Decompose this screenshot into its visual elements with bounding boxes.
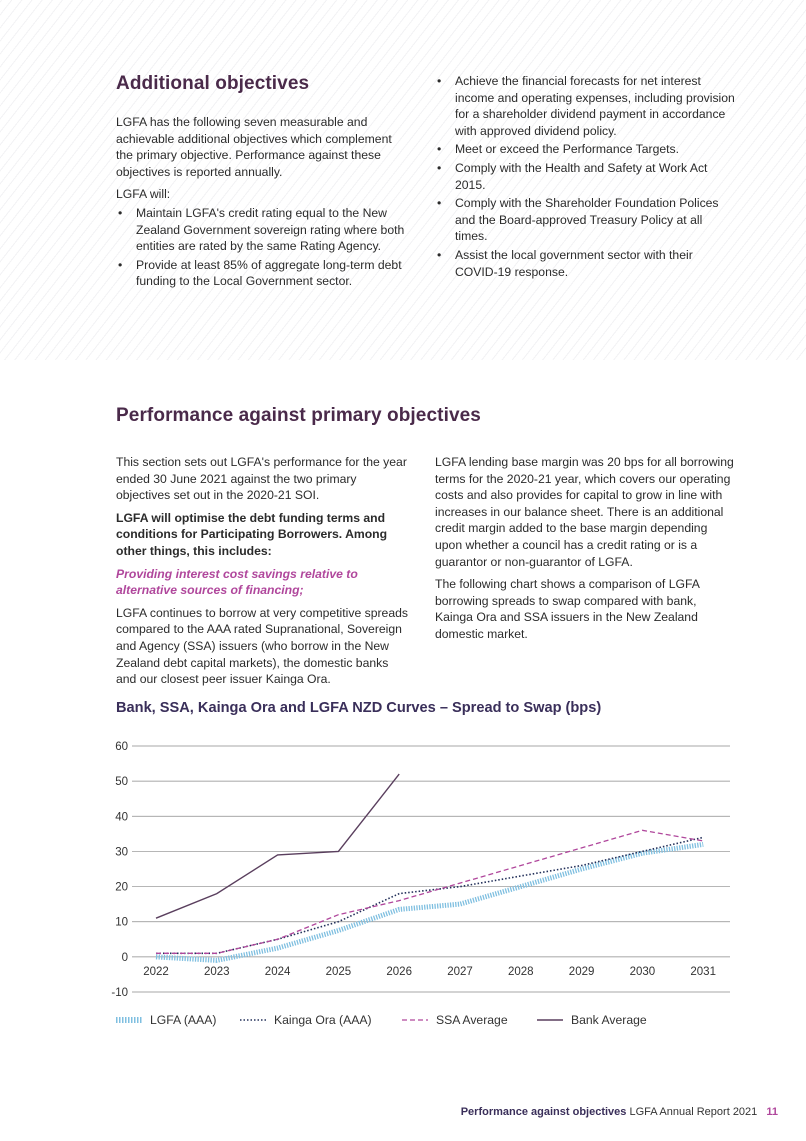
list-item: • Meet or exceed the Performance Targets. [437,142,680,157]
page-footer [461,1106,778,1118]
x-tick-label: 2028 [508,965,534,978]
list-item: • Achieve the financial forecasts for net interest income and operating expenses, including provision for a shareholder dividend payment in accordance with approved dividend policy. [437,74,735,138]
list-item: • Maintain LGFA's credit rating equal to the New Zealand Government sovereign rating where both entities are rated by the same Rating Agency. [118,205,405,254]
additional-left-column [116,114,408,292]
y-tick-label: 10 [115,916,128,929]
chart-title: Bank, SSA, Kainga Ora and LGFA NZD Curves – Spread to Swap (bps) [116,700,602,716]
page-number: 11 [766,1106,778,1118]
additional-right-list [435,73,735,280]
additional-right-column [435,73,735,282]
legend-swatch-bank [537,1016,563,1024]
x-tick-label: 2031 [690,965,716,978]
additional-left-list [116,205,408,290]
series-line-kainga-ora-aaa [156,837,703,953]
y-tick-label: 30 [115,846,128,859]
primary-objectives-heading: Performance against primary objectives [116,405,481,426]
legend-item-lgfa: LGFA (AAA) [116,1013,216,1027]
legend-swatch-lgfa [116,1016,142,1024]
y-tick-label: -10 [111,987,128,999]
legend-item-ssa: SSA Average [402,1013,508,1027]
legend-swatch-ssa [402,1016,428,1024]
legend-item-bank: Bank Average [537,1013,647,1027]
list-item: • Comply with the Shareholder Foundation Polices and the Board-approved Treasury Policy at all times. [437,196,719,244]
y-tick-label: 40 [115,811,128,824]
x-tick-label: 2030 [629,965,656,978]
x-tick-label: 2029 [568,965,595,978]
y-tick-label: 20 [115,881,128,894]
x-tick-label: 2027 [447,965,473,978]
lgfa-will-label: LGFA will: [116,187,171,202]
footer-section-title: Performance against objectives [460,1106,627,1118]
primary-right-column [435,454,735,649]
series-line-bank-average [156,774,399,918]
x-tick-label: 2023 [204,965,230,978]
additional-intro: LGFA has the following seven measurable and achievable additional objectives which complement the primary objective. Performance against these objectives is reported annually. [116,115,392,179]
primary-left-column [116,454,408,694]
list-item: • Comply with the Health and Safety at Work Act 2015. [437,160,708,192]
y-tick-label: 50 [115,776,128,789]
interest-savings-subheading: Providing interest cost savings relative to alternative sources of financing; [116,566,358,598]
series-line-ssa-average [156,830,703,953]
y-tick-label: 60 [115,741,128,753]
x-tick-label: 2022 [143,965,169,978]
x-tick-label: 2025 [325,965,352,978]
series-line-lgfa-aaa [156,844,703,960]
legend-swatch-kainga-ora [240,1016,266,1024]
y-tick-label: 0 [121,951,128,964]
chart-intro-paragraph: The following chart shows a comparison of LGFA borrowing spreads to swap compared with bank, Kainga Ora and SSA issuers in the New Zealand domestic market. [435,577,700,641]
additional-objectives-heading: Additional objectives [116,73,310,94]
borrowing-spreads-paragraph: LGFA continues to borrow at very competitive spreads compared to the AAA rated Supranational, Sovereign and Agency (SSA) issuers (who borrow in the New Zealand debt capital markets), the domestic banks and our closest peer issuer Kainga Ora. [116,605,408,687]
spread-to-swap-chart [108,735,738,1005]
base-margin-paragraph: LGFA lending base margin was 20 bps for all borrowing terms for the 2020-21 year, which covers our operating costs and also provides for capital to grow in line with increases in our balance sheet. There is an additional credit margin added to the base margin depending upon whether a council has a credit rating or is a guarantor or non-guarantor of LGFA. [435,455,734,569]
x-tick-label: 2024 [264,965,291,978]
list-item: • Provide at least 85% of aggregate long-term debt funding to the Local Government sector. [118,257,402,289]
x-tick-label: 2026 [386,965,412,978]
legend-item-kainga-ora: Kainga Ora (AAA) [240,1013,372,1027]
primary-intro: This section sets out LGFA's performance for the year ended 30 June 2021 against the two primary objectives set out in the 2020-21 SOI. [116,455,407,503]
primary-objective-statement: LGFA will optimise the debt funding terms and conditions for Participating Borrowers. Among other things, this includes: [116,510,388,558]
list-item: • Assist the local government sector with their COVID-19 response. [437,247,693,279]
footer-report-name: LGFA Annual Report 2021 [629,1106,758,1118]
